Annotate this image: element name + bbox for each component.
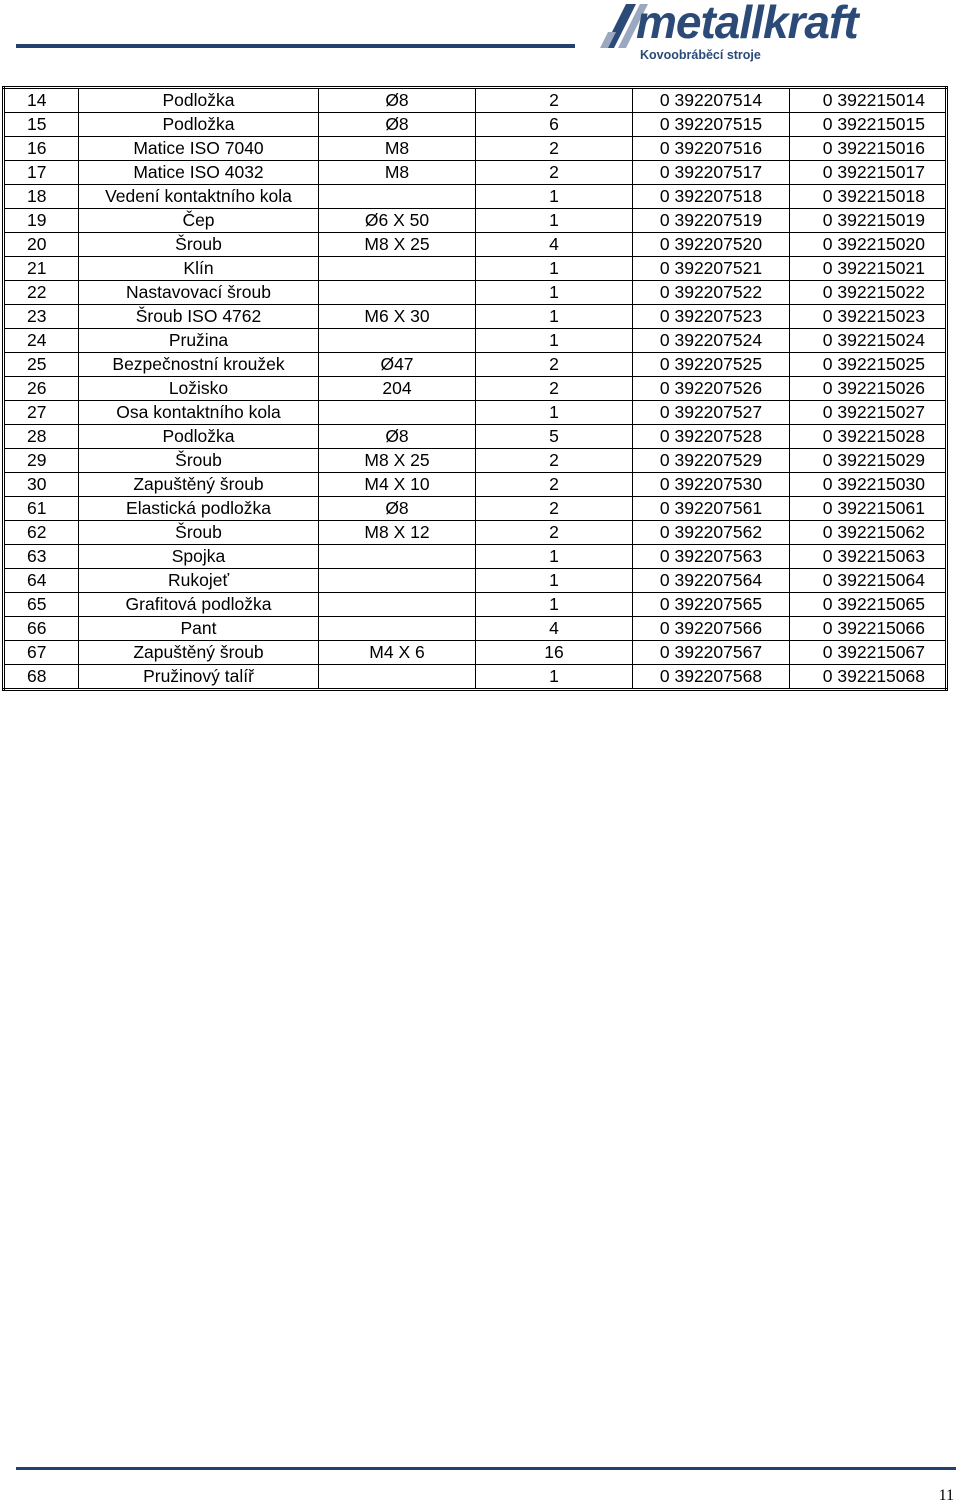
part-number-2: 0 392215017: [790, 161, 947, 185]
part-size: [319, 665, 476, 690]
part-size: Ø8: [319, 88, 476, 113]
part-position: 17: [4, 161, 79, 185]
part-position: 15: [4, 113, 79, 137]
part-size: Ø8: [319, 425, 476, 449]
part-number-1: 0 392207514: [633, 88, 790, 113]
part-position: 22: [4, 281, 79, 305]
part-number-2: 0 392215015: [790, 113, 947, 137]
part-number-1: 0 392207524: [633, 329, 790, 353]
part-name: Šroub: [79, 449, 319, 473]
part-size: [319, 401, 476, 425]
page-number: 11: [938, 1487, 954, 1504]
part-number-1: 0 392207515: [633, 113, 790, 137]
part-name: Čep: [79, 209, 319, 233]
part-position: 29: [4, 449, 79, 473]
part-position: 19: [4, 209, 79, 233]
part-position: 23: [4, 305, 79, 329]
table-row: [4, 329, 947, 353]
part-size: M4 X 10: [319, 473, 476, 497]
part-number-2: 0 392215062: [790, 521, 947, 545]
table-row: [4, 593, 947, 617]
part-size: Ø8: [319, 497, 476, 521]
part-number-1: 0 392207562: [633, 521, 790, 545]
part-position: 68: [4, 665, 79, 690]
part-quantity: 2: [476, 473, 633, 497]
table-row: [4, 473, 947, 497]
part-name: Podložka: [79, 88, 319, 113]
part-number-1: 0 392207516: [633, 137, 790, 161]
part-name: Zapuštěný šroub: [79, 641, 319, 665]
part-position: 28: [4, 425, 79, 449]
part-size: [319, 185, 476, 209]
part-number-2: 0 392215061: [790, 497, 947, 521]
table-row: [4, 545, 947, 569]
part-number-1: 0 392207520: [633, 233, 790, 257]
table-row: [4, 257, 947, 281]
part-position: 64: [4, 569, 79, 593]
part-position: 61: [4, 497, 79, 521]
part-position: 26: [4, 377, 79, 401]
part-size: [319, 593, 476, 617]
part-number-1: 0 392207528: [633, 425, 790, 449]
part-quantity: 2: [476, 377, 633, 401]
table-row: [4, 617, 947, 641]
part-number-1: 0 392207527: [633, 401, 790, 425]
part-number-2: 0 392215064: [790, 569, 947, 593]
part-number-2: 0 392215063: [790, 545, 947, 569]
part-number-1: 0 392207530: [633, 473, 790, 497]
part-number-2: 0 392215066: [790, 617, 947, 641]
part-name: Pružinový talíř: [79, 665, 319, 690]
part-position: 30: [4, 473, 79, 497]
part-position: 20: [4, 233, 79, 257]
part-size: Ø47: [319, 353, 476, 377]
part-quantity: 1: [476, 305, 633, 329]
part-number-2: 0 392215018: [790, 185, 947, 209]
part-number-1: 0 392207567: [633, 641, 790, 665]
part-number-2: 0 392215014: [790, 88, 947, 113]
part-quantity: 2: [476, 521, 633, 545]
part-name: Pant: [79, 617, 319, 641]
part-size: M8: [319, 161, 476, 185]
part-quantity: 2: [476, 449, 633, 473]
part-quantity: 2: [476, 137, 633, 161]
part-position: 67: [4, 641, 79, 665]
part-position: 16: [4, 137, 79, 161]
table-row: [4, 233, 947, 257]
part-number-1: 0 392207525: [633, 353, 790, 377]
part-quantity: 1: [476, 185, 633, 209]
logo-tagline: Kovoobráběcí stroje: [640, 48, 761, 62]
part-size: M6 X 30: [319, 305, 476, 329]
part-position: 25: [4, 353, 79, 377]
part-quantity: 1: [476, 329, 633, 353]
part-quantity: 2: [476, 161, 633, 185]
part-name: Šroub: [79, 521, 319, 545]
part-size: M4 X 6: [319, 641, 476, 665]
table-row: [4, 161, 947, 185]
table-row: [4, 353, 947, 377]
part-name: Klín: [79, 257, 319, 281]
metallkraft-logo: [596, 0, 960, 66]
part-position: 66: [4, 617, 79, 641]
part-name: Podložka: [79, 113, 319, 137]
table-row: [4, 377, 947, 401]
parts-table-body: [4, 88, 947, 690]
part-name: Osa kontaktního kola: [79, 401, 319, 425]
part-number-1: 0 392207561: [633, 497, 790, 521]
part-name: Podložka: [79, 425, 319, 449]
part-number-1: 0 392207521: [633, 257, 790, 281]
table-row: [4, 521, 947, 545]
part-name: Pružina: [79, 329, 319, 353]
part-number-2: 0 392215026: [790, 377, 947, 401]
table-row: [4, 401, 947, 425]
footer-rule: [16, 1467, 956, 1470]
header-rule: [16, 44, 575, 48]
part-number-1: 0 392207564: [633, 569, 790, 593]
table-row: [4, 305, 947, 329]
table-row: [4, 137, 947, 161]
part-number-1: 0 392207565: [633, 593, 790, 617]
part-number-1: 0 392207563: [633, 545, 790, 569]
part-quantity: 1: [476, 281, 633, 305]
part-position: 21: [4, 257, 79, 281]
part-number-1: 0 392207519: [633, 209, 790, 233]
part-number-2: 0 392215065: [790, 593, 947, 617]
part-quantity: 1: [476, 257, 633, 281]
part-number-1: 0 392207518: [633, 185, 790, 209]
part-number-2: 0 392215029: [790, 449, 947, 473]
part-number-2: 0 392215027: [790, 401, 947, 425]
part-size: M8 X 12: [319, 521, 476, 545]
part-size: [319, 569, 476, 593]
part-position: 24: [4, 329, 79, 353]
part-size: [319, 257, 476, 281]
part-name: Bezpečnostní kroužek: [79, 353, 319, 377]
part-size: [319, 281, 476, 305]
logo-wordmark: metallkraft: [636, 0, 858, 48]
part-quantity: 5: [476, 425, 633, 449]
part-size: M8 X 25: [319, 449, 476, 473]
part-size: 204: [319, 377, 476, 401]
part-number-1: 0 392207568: [633, 665, 790, 690]
part-number-2: 0 392215020: [790, 233, 947, 257]
part-number-2: 0 392215028: [790, 425, 947, 449]
table-row: [4, 88, 947, 113]
part-quantity: 2: [476, 497, 633, 521]
part-number-2: 0 392215025: [790, 353, 947, 377]
part-quantity: 1: [476, 569, 633, 593]
part-name: Matice ISO 7040: [79, 137, 319, 161]
part-size: [319, 545, 476, 569]
table-row: [4, 281, 947, 305]
part-number-1: 0 392207517: [633, 161, 790, 185]
part-number-1: 0 392207526: [633, 377, 790, 401]
part-quantity: 4: [476, 617, 633, 641]
part-name: Zapuštěný šroub: [79, 473, 319, 497]
part-position: 18: [4, 185, 79, 209]
part-size: [319, 329, 476, 353]
part-position: 14: [4, 88, 79, 113]
parts-list-table: [2, 86, 948, 691]
part-size: [319, 617, 476, 641]
part-number-2: 0 392215030: [790, 473, 947, 497]
part-number-2: 0 392215067: [790, 641, 947, 665]
part-number-2: 0 392215024: [790, 329, 947, 353]
part-quantity: 1: [476, 401, 633, 425]
table-row: [4, 665, 947, 690]
part-number-2: 0 392215022: [790, 281, 947, 305]
part-name: Nastavovací šroub: [79, 281, 319, 305]
part-name: Vedení kontaktního kola: [79, 185, 319, 209]
part-number-1: 0 392207523: [633, 305, 790, 329]
part-name: Rukojeť: [79, 569, 319, 593]
table-row: [4, 569, 947, 593]
part-number-2: 0 392215023: [790, 305, 947, 329]
part-number-2: 0 392215068: [790, 665, 947, 690]
part-name: Grafitová podložka: [79, 593, 319, 617]
part-size: Ø6 X 50: [319, 209, 476, 233]
part-position: 62: [4, 521, 79, 545]
part-size: Ø8: [319, 113, 476, 137]
part-name: Šroub: [79, 233, 319, 257]
table-row: [4, 641, 947, 665]
part-quantity: 4: [476, 233, 633, 257]
part-name: Elastická podložka: [79, 497, 319, 521]
part-quantity: 2: [476, 88, 633, 113]
part-number-1: 0 392207566: [633, 617, 790, 641]
part-position: 65: [4, 593, 79, 617]
part-name: Spojka: [79, 545, 319, 569]
part-number-2: 0 392215021: [790, 257, 947, 281]
part-name: Matice ISO 4032: [79, 161, 319, 185]
table-row: [4, 185, 947, 209]
part-position: 63: [4, 545, 79, 569]
table-row: [4, 425, 947, 449]
part-quantity: 1: [476, 545, 633, 569]
part-number-2: 0 392215016: [790, 137, 947, 161]
part-number-2: 0 392215019: [790, 209, 947, 233]
part-quantity: 6: [476, 113, 633, 137]
part-quantity: 1: [476, 665, 633, 690]
part-name: Šroub ISO 4762: [79, 305, 319, 329]
table-row: [4, 449, 947, 473]
table-row: [4, 113, 947, 137]
table-row: [4, 209, 947, 233]
part-number-1: 0 392207529: [633, 449, 790, 473]
table-row: [4, 497, 947, 521]
part-quantity: 2: [476, 353, 633, 377]
part-quantity: 1: [476, 593, 633, 617]
part-quantity: 16: [476, 641, 633, 665]
part-number-1: 0 392207522: [633, 281, 790, 305]
part-position: 27: [4, 401, 79, 425]
part-size: M8: [319, 137, 476, 161]
part-name: Ložisko: [79, 377, 319, 401]
part-quantity: 1: [476, 209, 633, 233]
part-size: M8 X 25: [319, 233, 476, 257]
